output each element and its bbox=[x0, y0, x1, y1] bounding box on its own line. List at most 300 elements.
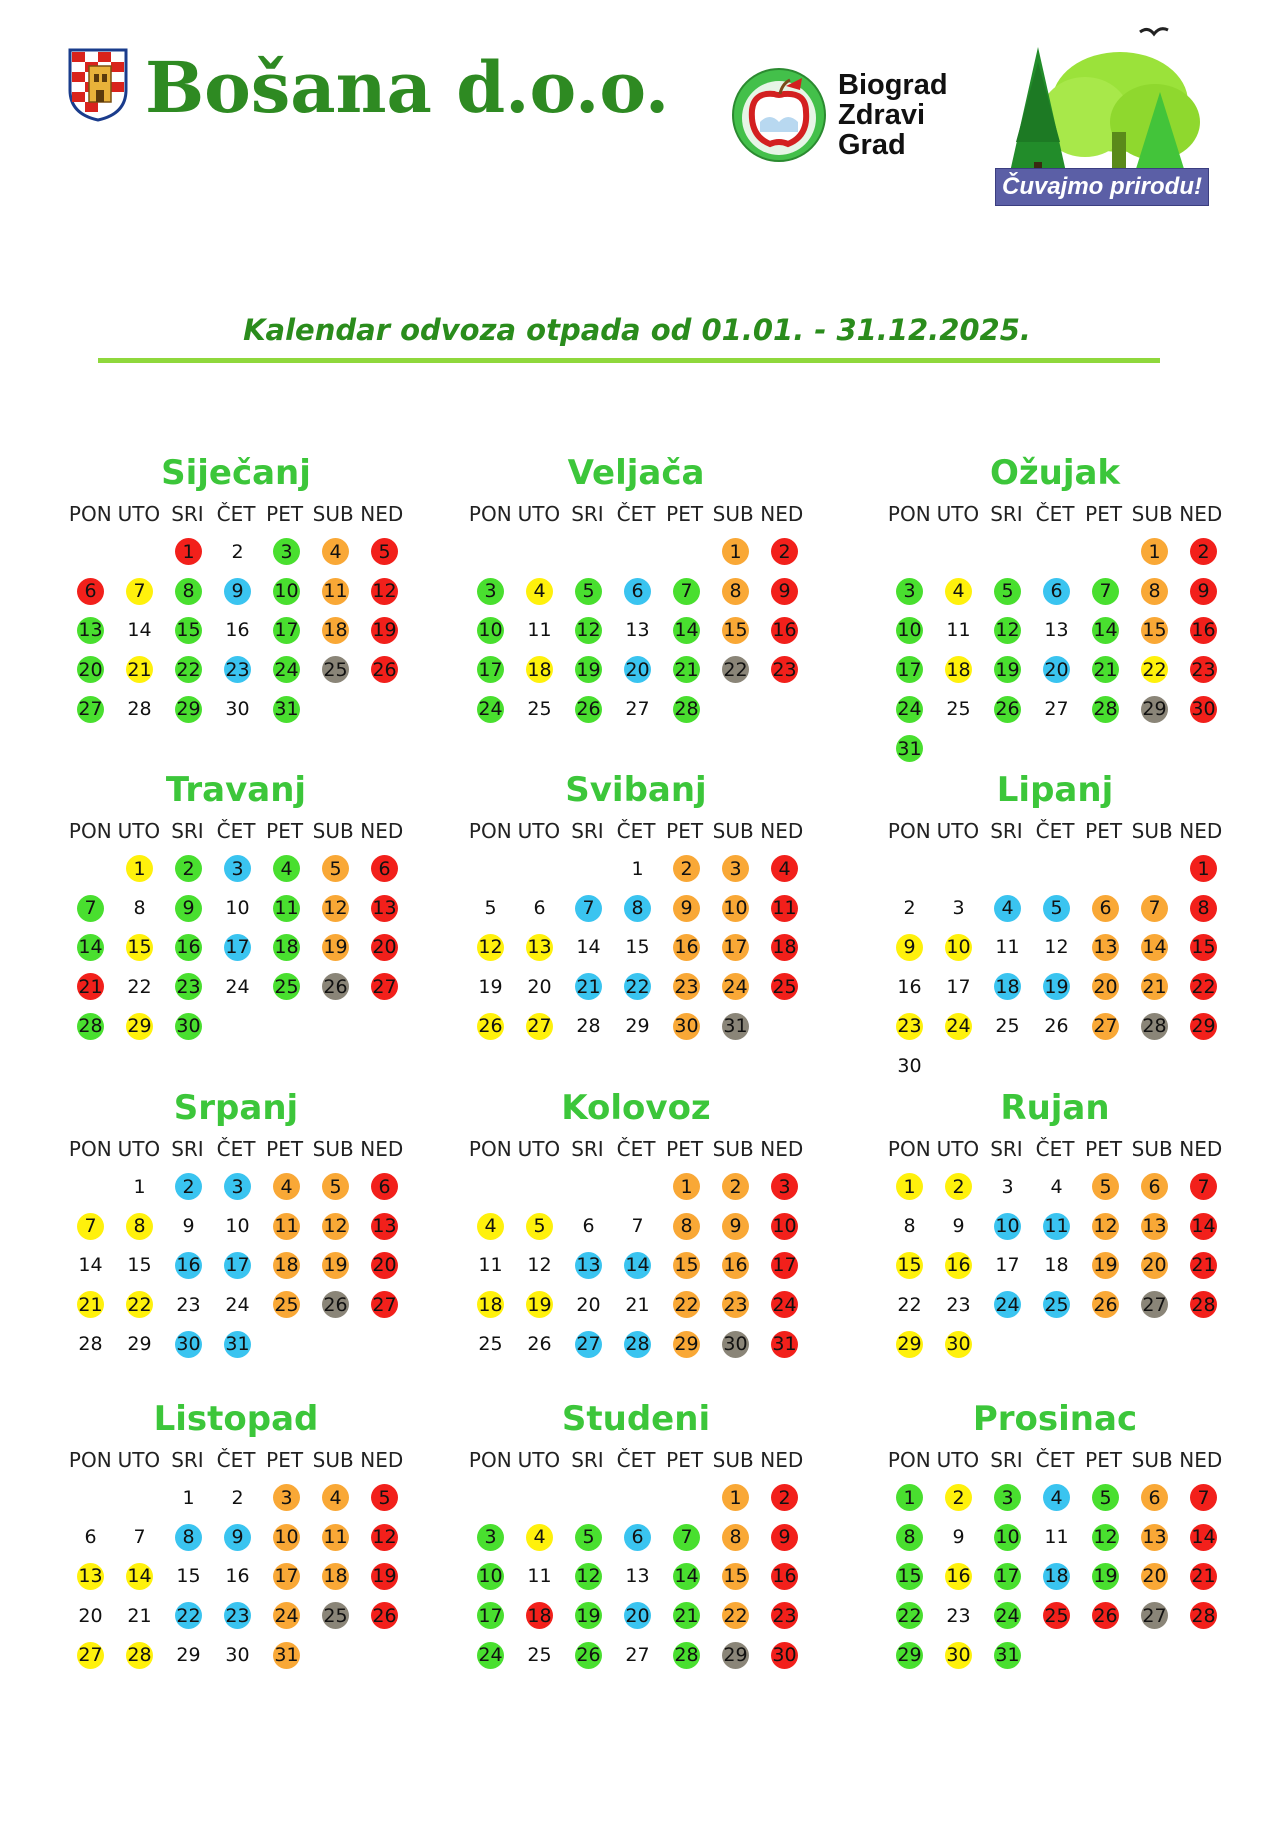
day-number: 11 bbox=[322, 1524, 349, 1551]
day-19 bbox=[1032, 967, 1081, 1006]
day-number: 6 bbox=[77, 578, 104, 605]
day-11 bbox=[1032, 1206, 1081, 1245]
day-16 bbox=[934, 1557, 983, 1596]
day-number: 4 bbox=[1043, 1484, 1070, 1511]
day-number: 1 bbox=[673, 1173, 700, 1200]
day-number: 2 bbox=[231, 540, 244, 563]
weekday-label: SUB bbox=[1131, 1137, 1173, 1161]
day-12 bbox=[360, 571, 409, 610]
day-number: 14 bbox=[1190, 1524, 1217, 1551]
weekday-header bbox=[885, 496, 1225, 532]
day-26 bbox=[564, 1636, 613, 1675]
day-number: 27 bbox=[575, 1331, 602, 1358]
day-number: 21 bbox=[575, 973, 602, 1000]
weekday-label: PET bbox=[666, 819, 704, 843]
day-number: 24 bbox=[994, 1602, 1021, 1629]
day-number: 5 bbox=[484, 897, 497, 920]
day-27 bbox=[515, 1007, 564, 1046]
weekday-label: UTO bbox=[517, 819, 561, 843]
day-14 bbox=[1179, 1206, 1228, 1245]
day-number: 11 bbox=[273, 1213, 300, 1240]
day-22 bbox=[662, 1285, 711, 1324]
day-number: 26 bbox=[575, 696, 602, 723]
day-3 bbox=[760, 1167, 809, 1206]
day-2 bbox=[164, 1167, 213, 1206]
day-number: 14 bbox=[127, 619, 152, 642]
day-number: 16 bbox=[225, 619, 250, 642]
day-number: 13 bbox=[1141, 1524, 1168, 1551]
day-31 bbox=[213, 1325, 262, 1364]
day-number: 7 bbox=[673, 578, 700, 605]
day-number: 11 bbox=[273, 895, 300, 922]
day-8 bbox=[613, 888, 662, 927]
day-number: 15 bbox=[175, 617, 202, 644]
day-30 bbox=[662, 1007, 711, 1046]
day-16 bbox=[164, 928, 213, 967]
day-number: 15 bbox=[1141, 617, 1168, 644]
month-12 bbox=[885, 1396, 1225, 1675]
day-number: 13 bbox=[371, 895, 398, 922]
day-number: 2 bbox=[945, 1173, 972, 1200]
day-number: 27 bbox=[526, 1013, 553, 1040]
day-6 bbox=[1032, 571, 1081, 610]
day-13 bbox=[1130, 1206, 1179, 1245]
day-18 bbox=[515, 1596, 564, 1635]
day-number: 9 bbox=[771, 1524, 798, 1551]
day-4 bbox=[1032, 1167, 1081, 1206]
day-22 bbox=[711, 1596, 760, 1635]
day-26 bbox=[1032, 1007, 1081, 1046]
day-number: 18 bbox=[526, 1602, 553, 1629]
day-7 bbox=[662, 1517, 711, 1556]
day-23 bbox=[711, 1285, 760, 1324]
day-number: 2 bbox=[945, 1484, 972, 1511]
day-10 bbox=[934, 928, 983, 967]
month-name: Ožujak bbox=[989, 453, 1121, 493]
day-number: 12 bbox=[477, 934, 504, 961]
day-26 bbox=[466, 1007, 515, 1046]
day-25 bbox=[311, 1596, 360, 1635]
day-number: 7 bbox=[1141, 895, 1168, 922]
empty-cell bbox=[66, 1478, 115, 1517]
day-number: 15 bbox=[722, 1563, 749, 1590]
day-4 bbox=[311, 1478, 360, 1517]
day-20 bbox=[360, 1246, 409, 1285]
day-22 bbox=[885, 1285, 934, 1324]
day-23 bbox=[213, 650, 262, 689]
day-26 bbox=[515, 1325, 564, 1364]
day-25 bbox=[1032, 1596, 1081, 1635]
month-name: Kolovoz bbox=[561, 1088, 711, 1128]
empty-cell bbox=[613, 1167, 662, 1206]
day-number: 31 bbox=[722, 1013, 749, 1040]
day-26 bbox=[1081, 1285, 1130, 1324]
day-8 bbox=[711, 1517, 760, 1556]
day-number: 13 bbox=[1141, 1213, 1168, 1240]
day-number: 4 bbox=[771, 855, 798, 882]
day-27 bbox=[1032, 690, 1081, 729]
weekday-header bbox=[885, 1131, 1225, 1167]
day-grid bbox=[466, 532, 806, 729]
day-2 bbox=[885, 888, 934, 927]
day-20 bbox=[66, 650, 115, 689]
day-28 bbox=[66, 1325, 115, 1364]
day-19 bbox=[466, 967, 515, 1006]
day-7 bbox=[564, 888, 613, 927]
day-20 bbox=[613, 650, 662, 689]
day-number: 1 bbox=[1190, 855, 1217, 882]
day-number: 30 bbox=[722, 1331, 749, 1358]
weekday-label: PET bbox=[666, 1448, 704, 1472]
day-number: 29 bbox=[896, 1642, 923, 1669]
day-20 bbox=[1032, 650, 1081, 689]
day-2 bbox=[213, 532, 262, 571]
weekday-label: SUB bbox=[712, 1137, 754, 1161]
day-14 bbox=[662, 1557, 711, 1596]
day-6 bbox=[515, 888, 564, 927]
weekday-label: SRI bbox=[571, 1137, 604, 1161]
day-number: 17 bbox=[477, 1602, 504, 1629]
day-number: 14 bbox=[576, 936, 601, 959]
weekday-label: PON bbox=[887, 1137, 931, 1161]
month-10 bbox=[66, 1396, 406, 1675]
day-number: 23 bbox=[176, 1293, 201, 1316]
day-9 bbox=[711, 1206, 760, 1245]
day-number: 4 bbox=[322, 538, 349, 565]
day-1 bbox=[613, 849, 662, 888]
weekday-header bbox=[885, 813, 1225, 849]
day-24 bbox=[885, 690, 934, 729]
day-29 bbox=[115, 1325, 164, 1364]
day-26 bbox=[983, 690, 1032, 729]
day-number: 28 bbox=[673, 1642, 700, 1669]
day-number: 12 bbox=[1092, 1524, 1119, 1551]
weekday-label: SUB bbox=[712, 819, 754, 843]
day-number: 23 bbox=[673, 973, 700, 1000]
weekday-label: PON bbox=[887, 1448, 931, 1472]
day-14 bbox=[613, 1246, 662, 1285]
day-17 bbox=[885, 650, 934, 689]
day-25 bbox=[983, 1007, 1032, 1046]
weekday-label: SRI bbox=[171, 502, 204, 526]
day-number: 23 bbox=[946, 1604, 971, 1627]
day-1 bbox=[1179, 849, 1228, 888]
day-13 bbox=[66, 611, 115, 650]
day-number: 30 bbox=[175, 1013, 202, 1040]
day-number: 8 bbox=[175, 1524, 202, 1551]
day-16 bbox=[711, 1246, 760, 1285]
day-29 bbox=[662, 1325, 711, 1364]
day-1 bbox=[164, 532, 213, 571]
weekday-label: PON bbox=[468, 502, 512, 526]
day-number: 18 bbox=[273, 1252, 300, 1279]
weekday-label: UTO bbox=[117, 819, 161, 843]
day-24 bbox=[262, 1596, 311, 1635]
day-21 bbox=[115, 650, 164, 689]
day-27 bbox=[66, 690, 115, 729]
day-number: 28 bbox=[1092, 696, 1119, 723]
day-12 bbox=[1032, 928, 1081, 967]
day-number: 18 bbox=[771, 934, 798, 961]
day-26 bbox=[360, 650, 409, 689]
day-number: 25 bbox=[1043, 1291, 1070, 1318]
weekday-label: PON bbox=[887, 502, 931, 526]
day-number: 26 bbox=[371, 656, 398, 683]
day-21 bbox=[613, 1285, 662, 1324]
day-number: 21 bbox=[1190, 1252, 1217, 1279]
day-19 bbox=[360, 1557, 409, 1596]
day-number: 3 bbox=[994, 1484, 1021, 1511]
day-16 bbox=[662, 928, 711, 967]
day-12 bbox=[360, 1517, 409, 1556]
day-number: 1 bbox=[722, 1484, 749, 1511]
day-26 bbox=[564, 690, 613, 729]
day-number: 31 bbox=[273, 1642, 300, 1669]
day-27 bbox=[360, 967, 409, 1006]
day-number: 20 bbox=[77, 656, 104, 683]
partner-line-1: Biograd bbox=[838, 69, 948, 101]
weekday-label: PON bbox=[887, 819, 931, 843]
day-4 bbox=[515, 571, 564, 610]
day-number: 9 bbox=[896, 934, 923, 961]
day-13 bbox=[1130, 1517, 1179, 1556]
month-name: Siječanj bbox=[161, 453, 311, 493]
day-8 bbox=[1179, 888, 1228, 927]
day-9 bbox=[164, 888, 213, 927]
day-14 bbox=[115, 1557, 164, 1596]
day-number: 7 bbox=[1092, 578, 1119, 605]
day-28 bbox=[1130, 1007, 1179, 1046]
day-4 bbox=[262, 849, 311, 888]
weekday-label: PON bbox=[68, 1448, 112, 1472]
day-number: 20 bbox=[1141, 1252, 1168, 1279]
day-number: 2 bbox=[673, 855, 700, 882]
weekday-label: SUB bbox=[312, 502, 354, 526]
weekday-label: SRI bbox=[571, 502, 604, 526]
day-number: 17 bbox=[995, 1254, 1020, 1277]
day-number: 18 bbox=[994, 973, 1021, 1000]
weekday-label: ČET bbox=[616, 1448, 656, 1472]
slogan-badge: Čuvajmo prirodu! bbox=[995, 168, 1209, 206]
day-number: 10 bbox=[994, 1213, 1021, 1240]
day-number: 23 bbox=[175, 973, 202, 1000]
day-number: 21 bbox=[1190, 1563, 1217, 1590]
day-19 bbox=[564, 1596, 613, 1635]
month-11 bbox=[466, 1396, 806, 1675]
day-number: 25 bbox=[527, 1644, 552, 1667]
day-number: 11 bbox=[1044, 1526, 1069, 1549]
day-number: 22 bbox=[126, 1291, 153, 1318]
day-9 bbox=[934, 1206, 983, 1245]
day-number: 1 bbox=[1141, 538, 1168, 565]
day-grid bbox=[885, 1478, 1225, 1675]
day-24 bbox=[213, 967, 262, 1006]
day-25 bbox=[466, 1325, 515, 1364]
day-number: 2 bbox=[771, 538, 798, 565]
month-1 bbox=[66, 450, 406, 729]
day-number: 22 bbox=[127, 975, 152, 998]
day-number: 21 bbox=[77, 1291, 104, 1318]
day-28 bbox=[1179, 1596, 1228, 1635]
weekday-label: PET bbox=[266, 1137, 304, 1161]
day-14 bbox=[66, 928, 115, 967]
day-10 bbox=[983, 1517, 1032, 1556]
day-6 bbox=[613, 571, 662, 610]
day-number: 13 bbox=[1092, 934, 1119, 961]
partner-line-2: Zdravi bbox=[838, 99, 926, 131]
day-grid bbox=[885, 1167, 1225, 1364]
day-number: 8 bbox=[903, 1215, 916, 1238]
day-29 bbox=[115, 1007, 164, 1046]
day-7 bbox=[613, 1206, 662, 1245]
weekday-label: PON bbox=[68, 502, 112, 526]
day-number: 27 bbox=[371, 973, 398, 1000]
day-28 bbox=[115, 1636, 164, 1675]
day-number: 12 bbox=[1092, 1213, 1119, 1240]
day-number: 4 bbox=[477, 1213, 504, 1240]
day-number: 2 bbox=[903, 897, 916, 920]
empty-cell bbox=[515, 849, 564, 888]
day-31 bbox=[885, 729, 934, 768]
day-10 bbox=[466, 611, 515, 650]
day-number: 27 bbox=[625, 698, 650, 721]
day-24 bbox=[466, 1636, 515, 1675]
day-15 bbox=[115, 928, 164, 967]
day-number: 19 bbox=[371, 617, 398, 644]
day-number: 19 bbox=[371, 1563, 398, 1590]
day-grid bbox=[466, 1478, 806, 1675]
day-28 bbox=[66, 1007, 115, 1046]
day-number: 20 bbox=[1092, 973, 1119, 1000]
day-number: 21 bbox=[77, 973, 104, 1000]
day-8 bbox=[711, 571, 760, 610]
month-name: Studeni bbox=[561, 1399, 711, 1439]
weekday-label: SUB bbox=[312, 1448, 354, 1472]
day-17 bbox=[983, 1246, 1032, 1285]
day-24 bbox=[934, 1007, 983, 1046]
day-22 bbox=[164, 1596, 213, 1635]
day-11 bbox=[262, 1206, 311, 1245]
day-number: 5 bbox=[575, 578, 602, 605]
day-number: 22 bbox=[175, 656, 202, 683]
weekday-label: PON bbox=[468, 819, 512, 843]
day-17 bbox=[213, 1246, 262, 1285]
weekday-header bbox=[466, 813, 806, 849]
day-number: 29 bbox=[176, 1644, 201, 1667]
weekday-label: NED bbox=[360, 1448, 404, 1472]
empty-cell bbox=[515, 1478, 564, 1517]
day-number: 9 bbox=[182, 1215, 195, 1238]
day-number: 22 bbox=[722, 656, 749, 683]
day-16 bbox=[164, 1246, 213, 1285]
day-number: 19 bbox=[322, 1252, 349, 1279]
day-number: 12 bbox=[1044, 936, 1069, 959]
day-5 bbox=[564, 571, 613, 610]
day-number: 31 bbox=[771, 1331, 798, 1358]
day-number: 14 bbox=[624, 1252, 651, 1279]
empty-cell bbox=[662, 532, 711, 571]
day-29 bbox=[1130, 690, 1179, 729]
apple-logo-icon bbox=[730, 66, 828, 164]
weekday-label: UTO bbox=[517, 502, 561, 526]
day-number: 10 bbox=[477, 617, 504, 644]
day-4 bbox=[311, 532, 360, 571]
day-number: 17 bbox=[477, 656, 504, 683]
weekday-label: UTO bbox=[117, 502, 161, 526]
day-number: 26 bbox=[322, 973, 349, 1000]
day-29 bbox=[885, 1325, 934, 1364]
day-19 bbox=[983, 650, 1032, 689]
day-number: 14 bbox=[78, 1254, 103, 1277]
day-13 bbox=[66, 1557, 115, 1596]
day-number: 27 bbox=[1141, 1602, 1168, 1629]
day-number: 6 bbox=[1141, 1173, 1168, 1200]
day-number: 8 bbox=[722, 1524, 749, 1551]
weekday-label: PET bbox=[266, 502, 304, 526]
day-13 bbox=[613, 1557, 662, 1596]
day-number: 16 bbox=[771, 617, 798, 644]
day-number: 1 bbox=[896, 1484, 923, 1511]
month-7 bbox=[66, 1085, 406, 1364]
empty-cell bbox=[115, 1478, 164, 1517]
day-number: 31 bbox=[273, 696, 300, 723]
day-number: 8 bbox=[133, 897, 146, 920]
day-23 bbox=[1179, 650, 1228, 689]
day-1 bbox=[885, 1478, 934, 1517]
weekday-label: NED bbox=[760, 1137, 804, 1161]
day-number: 11 bbox=[771, 895, 798, 922]
day-13 bbox=[1081, 928, 1130, 967]
weekday-label: ČET bbox=[216, 1137, 256, 1161]
day-number: 22 bbox=[722, 1602, 749, 1629]
day-16 bbox=[934, 1246, 983, 1285]
day-29 bbox=[1179, 1007, 1228, 1046]
day-number: 19 bbox=[575, 656, 602, 683]
day-number: 17 bbox=[946, 975, 971, 998]
month-name: Prosinac bbox=[972, 1399, 1138, 1439]
day-number: 5 bbox=[994, 578, 1021, 605]
day-number: 7 bbox=[126, 578, 153, 605]
coat-of-arms-icon bbox=[67, 46, 129, 122]
empty-cell bbox=[466, 1167, 515, 1206]
day-number: 19 bbox=[994, 656, 1021, 683]
day-17 bbox=[262, 1557, 311, 1596]
day-number: 22 bbox=[1190, 973, 1217, 1000]
day-number: 26 bbox=[371, 1602, 398, 1629]
day-number: 13 bbox=[371, 1213, 398, 1240]
day-19 bbox=[311, 1246, 360, 1285]
weekday-label: SRI bbox=[571, 819, 604, 843]
day-12 bbox=[983, 611, 1032, 650]
day-number: 28 bbox=[576, 1015, 601, 1038]
day-number: 17 bbox=[771, 1252, 798, 1279]
day-number: 18 bbox=[322, 617, 349, 644]
day-number: 4 bbox=[322, 1484, 349, 1511]
day-6 bbox=[360, 849, 409, 888]
day-number: 14 bbox=[1092, 617, 1119, 644]
day-16 bbox=[213, 611, 262, 650]
empty-cell bbox=[564, 532, 613, 571]
day-12 bbox=[564, 1557, 613, 1596]
weekday-label: ČET bbox=[1035, 819, 1075, 843]
day-number: 21 bbox=[1141, 973, 1168, 1000]
day-number: 12 bbox=[994, 617, 1021, 644]
weekday-label: NED bbox=[1179, 1137, 1223, 1161]
day-number: 10 bbox=[994, 1524, 1021, 1551]
day-number: 9 bbox=[771, 578, 798, 605]
day-number: 29 bbox=[175, 696, 202, 723]
day-17 bbox=[760, 1246, 809, 1285]
